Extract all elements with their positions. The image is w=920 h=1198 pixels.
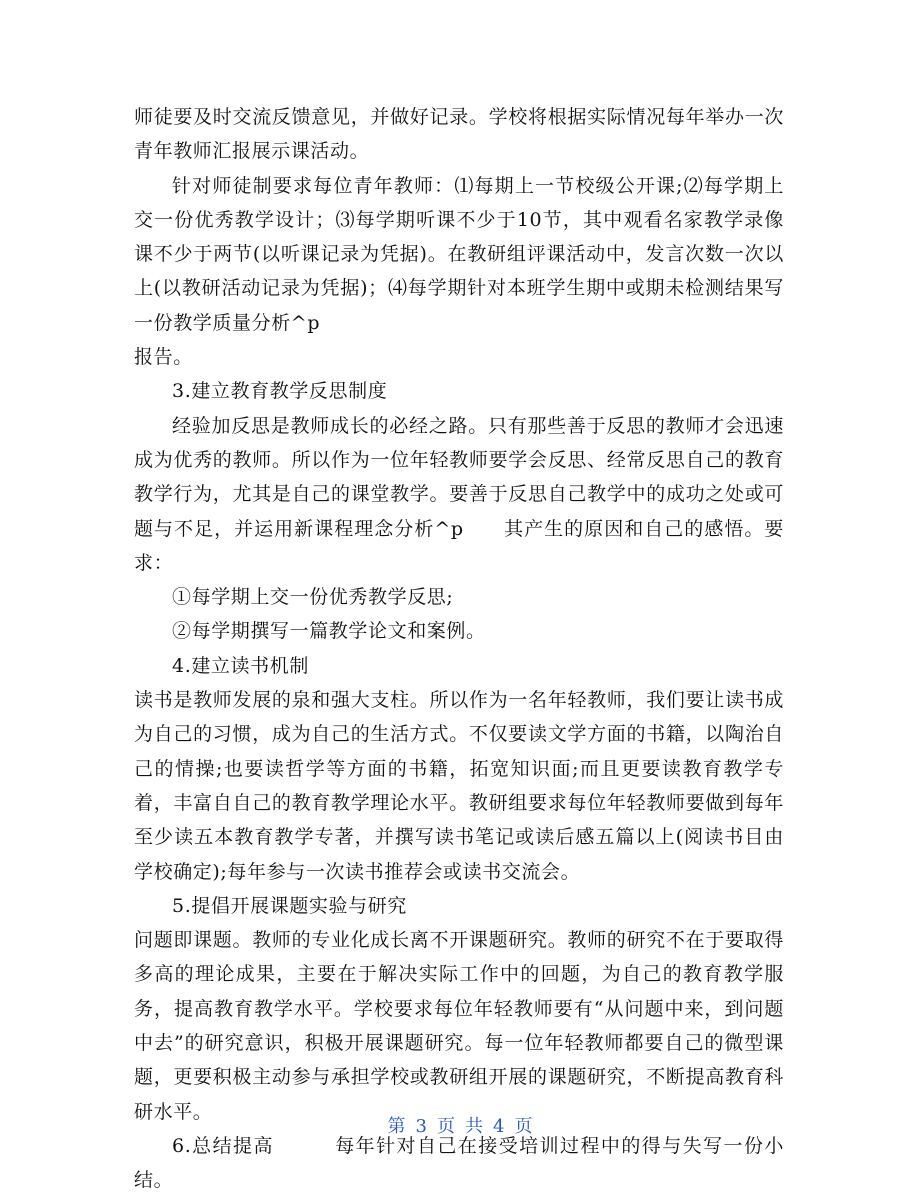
footer-label-unit2: 页 <box>514 1116 533 1137</box>
footer-label-unit: 页 <box>437 1116 455 1137</box>
page-number-footer <box>0 1112 920 1138</box>
paragraph-research: 问题即课题。教师的专业化成长离不开课题研究。教师的研究不在于要取得多高的理论成果，主要在于解决实际工作中的回题，为自己的教育教学服务，提高教育教学水平。学校要求每位年轻教师要有“从问题中来，到问题中去”的研究意识，积极开展课题研究。每一位年轻教师都要自己的微型课题，更要积极主动参与承担学校或教研组开展的课题研究，不断提高教育科研水平。 <box>134 929 784 1123</box>
paragraph-reading: 读书是教师发展的泉和强大支柱。所以作为一名年轻教师，我们要让读书成为自己的习惯，成为自己的生活方式。不仅要读文学方面的书籍，以陶治自己的情操;也要读哲学等方面的书籍，拓宽知识面;而且更要读教育教学专着，丰富自自己的教育教学理论水平。教研组要求每位年轻教师要做到每年至少读五本教育教学专著，并撰写读书笔记或读后感五篇以上(阅读书目由学校确定);每年参与一次读书推荐会或读书交流会。 <box>134 689 784 883</box>
footer-label-total: 共 <box>465 1116 483 1137</box>
footer-total-pages: 4 <box>493 1116 505 1137</box>
paragraph-report: 报告。 <box>134 346 193 369</box>
document-body <box>134 100 784 1198</box>
paragraph-reflection: 经验加反思是教师成长的必经之路。只有那些善于反思的教师才会迅速成为优秀的教师。所以作为一位年轻教师要学会反思、经常反思自己的教育教学行为，尤其是自己的课堂教学。要善于反思自己教学中的成功之处或可题与不足，并运用新课程理念分析^p 其产生的原因和自己的感悟。要求： <box>134 414 784 574</box>
paragraph-mentor-feedback: 师徒要及时交流反馈意见，并做好记录。学校将根据实际情况每年举办一次青年教师汇报展示课活动。 <box>134 106 784 163</box>
heading-research: 5.提倡开展课题实验与研究 <box>172 894 407 917</box>
footer-current-page: 3 <box>415 1116 427 1137</box>
list-item-reflection-1: ①每学期上交一份优秀教学反思; <box>172 586 454 609</box>
heading-reading-mechanism: 4.建立读书机制 <box>172 654 309 677</box>
list-item-reflection-2: ②每学期撰写一篇教学论文和案例。 <box>172 620 486 643</box>
heading-summary: 6.总结提高 每年针对自己在接受培训过程中的得与失写一份小结。 <box>134 1134 784 1192</box>
heading-reflection-system: 3.建立教育教学反思制度 <box>172 380 388 403</box>
footer-label-page: 第 <box>387 1116 406 1137</box>
paragraph-teacher-requirements: 针对师徒制要求每位青年教师：⑴每期上一节校级公开课;⑵每学期上交一份优秀教学设计；⑶每学期听课不少于10节，其中观看名家教学录像课不少于两节(以听课记录为凭据)。在教研组评课活动中，发言次数一次以上(以教研活动记录为凭据)；⑷每学期针对本班学生期中或期未检测结果写一份教学质量分析^p <box>134 174 784 334</box>
